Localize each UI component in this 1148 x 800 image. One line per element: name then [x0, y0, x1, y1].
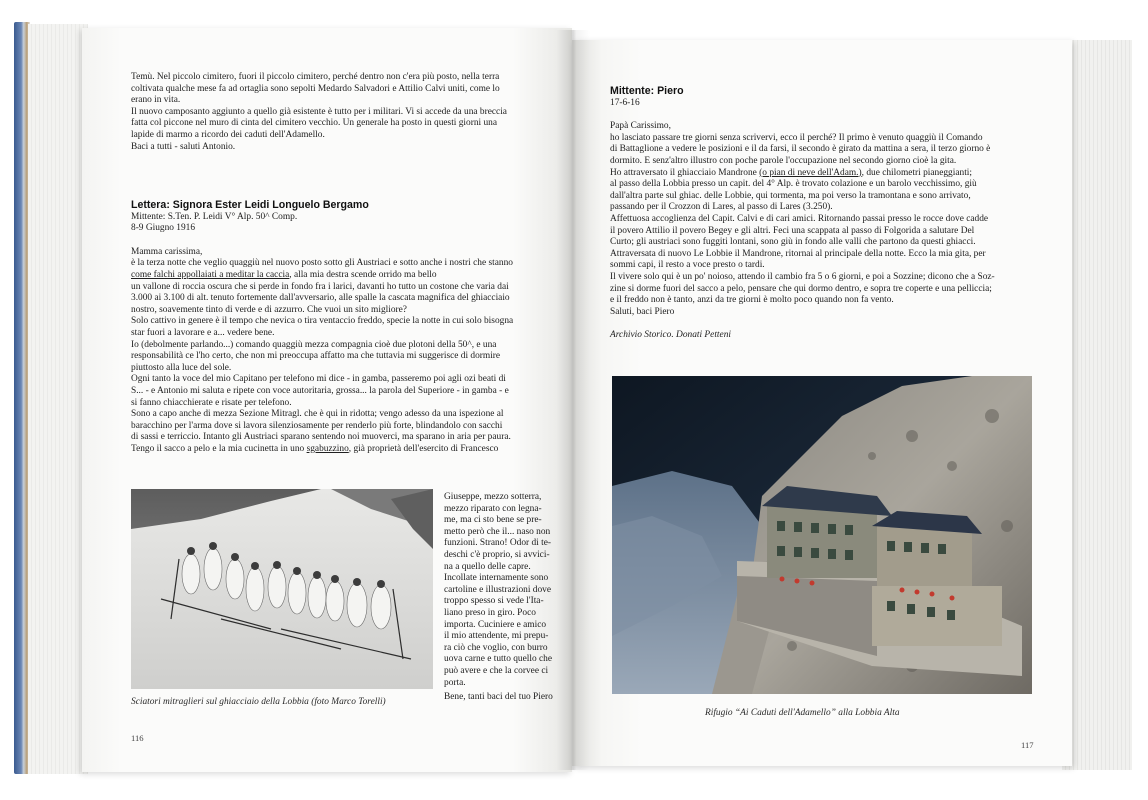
text-line: Il nuovo camposanto aggiunto a quello già esistente è tutto per i militari. Vi si accede da una breccia [131, 106, 507, 117]
photo-caption-right: Rifugio “Ai Caduti dell'Adamello” alla Lobbia Alta [705, 708, 900, 718]
text-line [131, 444, 556, 456]
letter-heading: Lettera: Signora Ester Leidi Longuelo Bergamo [131, 199, 369, 211]
text-line: Temù. Nel piccolo cimitero, fuori il piccolo cimitero, perché dentro non c'era più posto, nella terra [131, 72, 500, 82]
text-line: funzioni. Strano! Odor di te- [444, 538, 552, 549]
text-fragment: , già proprietà dell'esercito di Francesco [348, 443, 499, 454]
text-line: al passo della Lobbia presso un capit. del 4° Alp. è trovato colazione e un barolo vecchissimo, giù [610, 179, 977, 190]
page-stack-left [28, 24, 88, 774]
text-line: di sassi e terriccio. Intanto gli Austriaci sparano sentendo noi muoverci, ma sparano in aria per paura. [131, 432, 511, 443]
text-line: 3.000 ai 3.100 di alt. tenuto fortemente dall'avversario, alle spalle la cascata magnifica del ghiacciaio [131, 293, 510, 304]
text-line: responsabilità ce l'ho certo, che non mi preoccupa affatto ma che tuttavia mi suggerisce di dormire [131, 351, 501, 362]
text-fragment: , due chilometri pianeggianti; [861, 167, 973, 178]
text-line: star fuori a lavorare e a... vedere bene. [131, 327, 275, 338]
text-line: Solo cattivo in genere è il tempo che nevica o tira ventaccio freddo, specie la notte in cui solo bisogna [131, 316, 514, 327]
underlined-phrase: (o pian di neve dell'Adam.) [759, 167, 862, 178]
text-line: Giuseppe, mezzo sotterra, [444, 492, 542, 502]
text-fragment: Tengo il sacco a pelo e la mia cucinetta in uno [131, 443, 307, 454]
text-line: importa. Cuciniere e amico [444, 619, 547, 630]
letter-signoff: Bene, tanti baci del tuo Piero [444, 692, 553, 703]
text-line: fatta col piccone nel muro di cinta del cimitero vecchio. Un generale ha posto in questi giorni una [131, 118, 498, 129]
right-salutation: Papà Carissimo, [610, 121, 671, 132]
text-line: porta. [444, 677, 466, 688]
page-number-right: 117 [1021, 740, 1034, 750]
text-line: passando per il Crozzon di Lares, al passo di Lares (3.250). [610, 202, 833, 213]
page-stack-right [1062, 40, 1132, 770]
text-line: uova carne e tutto quello che [444, 654, 553, 665]
text-line: S... - e Antonio mi saluta e ripete con voce autoritaria, grossa... la parola del Superiore - in gamba - e [131, 385, 509, 396]
text-line: Io (debolmente parlando...) comando quaggiù mezza compagnia cioè due plotoni della 50^, e una [131, 339, 497, 350]
text-line: lapide di marmo a ricordo dei caduti dell'Adamello. [131, 129, 325, 140]
letter-date: 8-9 Giugno 1916 [131, 223, 196, 234]
text-line: Sono a capo anche di mezza Sezione Mitragl. che è qui in ridotta; vengo adesso da una ispezione al [131, 409, 504, 420]
text-line: mezzo riparato con legna- [444, 503, 542, 514]
text-line: Ogni tanto la voce del mio Capitano per telefono mi dice - in gamba, passeremo poi agli ozi beati di [131, 374, 506, 385]
text-line [131, 270, 556, 282]
text-line: può avere e che la corvee ci [444, 665, 549, 676]
page-number-left: 116 [131, 733, 144, 743]
photo-caption-left: Sciatori mitraglieri sul ghiacciaio della Lobbia (foto Marco Torelli) [131, 697, 386, 707]
letter-salutation: Mamma carissima, [131, 246, 203, 257]
text-line: piuttosto alla luce del sole. [131, 362, 232, 373]
text-line [610, 168, 1040, 180]
text-line: zine si dorme fuori del sacco a pelo, pensare che qui dormo dentro, e sopra tre coperte e una pelliccia; [610, 283, 992, 294]
text-line: Incollate internamente sono [444, 573, 549, 584]
text-line: cartoline e illustrazioni dove [444, 584, 551, 595]
photo-ski-troops [131, 489, 433, 689]
right-heading: Mittente: Piero [610, 85, 684, 97]
left-top-text [131, 72, 551, 153]
text-line: troppo spesso si vede l'Ita- [444, 596, 544, 607]
underlined-phrase: come falchi appollaiati a meditar la caccia [131, 269, 290, 280]
side-column-text [444, 492, 564, 704]
text-line: Il vivere solo qui è un po' noioso, attendo il cambio fra 5 o 6 giorni, e poi a Sozzine; dicono che a Soz- [610, 271, 995, 282]
text-line: coltivata qualche mese fa ad ortaglia sono sepolti Medardo Salvadori e Attilio Calvi uniti, come lo [131, 83, 500, 94]
text-line: erano in vita. [131, 95, 181, 106]
text-line: deschi c'è proprio, si avvici- [444, 549, 550, 560]
text-line: si fanno chiacchierate e risate per telefono. [131, 397, 292, 408]
archive-credit: Archivio Storico. Donati Petteni [610, 330, 731, 341]
text-line: un vallone di roccia oscura che si perde in fondo fra i larici, davanti ho tutto un costone che varia dai [131, 281, 509, 292]
text-line: dall'altra parte sul ghiac. delle Lobbie, qui tormenta, ma poi verso la tramontana e sono arrivato, [610, 190, 971, 201]
text-line: sommi capi, il resto a voce presto o tardi. [610, 260, 765, 271]
text-line: dormito. E senz'altro illustro con poche parole l'occupazione nel secondo giorno cioè la gita. [610, 155, 957, 166]
underlined-word: sgabuzzino [306, 443, 349, 454]
text-line: Saluti, baci Piero [610, 306, 675, 317]
right-letter-section [610, 86, 1040, 342]
text-line: na a quello delle capre. [444, 561, 531, 572]
text-line: liano preso in giro. Poco [444, 607, 536, 618]
letter-sender: Mittente: S.Ten. P. Leidi V° Alp. 50^ Comp. [131, 211, 298, 222]
text-line: baracchino per l'arma dove si lavora silenziosamente per renderlo più forte, blindandolo con sacchi [131, 420, 503, 431]
text-line: e il freddo non è tanto, anzi da tre giorni è molto poco quando non fa vento. [610, 295, 894, 306]
text-line: Baci a tutti - saluti Antonio. [131, 141, 236, 152]
text-line: me, ma ci sto bene se pre- [444, 515, 542, 526]
text-line: di Battaglione a vedere le posizioni e il da farsi, il secondo è girato da mattina a sera, il terzo giorno è [610, 144, 991, 155]
text-line: Attraversata di nuovo Le Lobbie il Mandrone, ritornai al principale della notte. Ecco la mia gita, per [610, 248, 986, 259]
text-fragment: , alla mia destra scende orrido ma bello [289, 269, 437, 280]
right-date: 17-6-16 [610, 97, 640, 108]
letter-section [131, 200, 556, 455]
text-line: nostro, soavemente tinto di verde e di azzurro. Che vuoi un sito migliore? [131, 304, 407, 315]
text-line: Affettuosa accoglienza del Capit. Calvi e di cari amici. Ritornando passai presso le rocce dove cadde [610, 213, 989, 224]
text-line: ho lasciato passare tre giorni senza scrivervi, ecco il perché? Il primo è venuto quaggiù il Comando [610, 132, 983, 143]
text-line: ra ciò che voglio, con burro [444, 642, 548, 653]
text-line: Curto; gli austriaci sono fuggiti lontani, sono giù in fondo alle valli che partono da questi ghiacci. [610, 237, 976, 248]
text-fragment: Ho attraversato il ghiacciaio Mandrone [610, 167, 760, 178]
text-line: metto però che il... naso non [444, 526, 551, 537]
photo-mountain-hut [612, 376, 1032, 694]
text-line: è la terza notte che veglio quaggiù nel nuovo posto sotto gli Austriaci e sotto anche i nostri che stanno [131, 258, 513, 269]
text-line: il mio attendente, mi prepu- [444, 631, 549, 642]
text-line: il povero Attilio il povero Begey e gli altri. Feci una scappata al passo di Folgorida a salutare Del [610, 225, 975, 236]
